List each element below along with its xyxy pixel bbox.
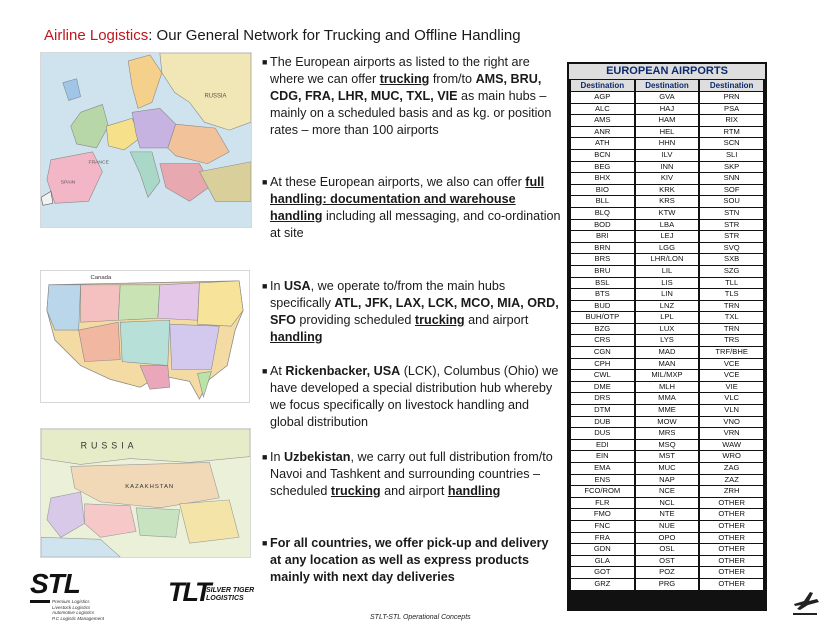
airports-table-title: EUROPEAN AIRPORTS: [569, 64, 765, 79]
stl-service: Premium Logistics: [52, 599, 90, 604]
airport-row: [571, 359, 763, 370]
airport-code: SVQ: [700, 243, 763, 254]
map-label-canada: Canada: [90, 274, 112, 281]
airport-code: LYS: [636, 335, 699, 346]
airport-code: OTHER: [700, 544, 763, 555]
map-label-spain: SPAIN: [60, 180, 76, 186]
airport-code: RIX: [700, 115, 763, 126]
bullet-usa: ■ In USA, we operate to/from the main hubs specifically ATL, JFK, LAX, LCK, MCO, MIA, ORD, SFO providing scheduled trucking and airport handling: [262, 279, 559, 344]
airport-row: [571, 335, 763, 346]
airport-row: [571, 567, 763, 578]
bullet-marker-icon: ■: [262, 281, 268, 291]
stl-logo: [28, 568, 138, 626]
airport-code: AGP: [571, 92, 634, 103]
airports-grid: [569, 79, 765, 591]
airport-code: VCE: [700, 370, 763, 381]
airport-row: [571, 417, 763, 428]
airport-code: BSL: [571, 278, 634, 289]
airport-code: BTS: [571, 289, 634, 300]
airport-code: KIV: [636, 173, 699, 184]
airport-row: [571, 509, 763, 520]
airport-code: LIN: [636, 289, 699, 300]
airport-code: SKP: [700, 162, 763, 173]
airport-code: BUD: [571, 301, 634, 312]
airport-code: HEL: [636, 127, 699, 138]
airport-code: HAM: [636, 115, 699, 126]
airport-row: [571, 579, 763, 590]
airport-code: LNZ: [636, 301, 699, 312]
airport-code: SXB: [700, 254, 763, 265]
airport-code: OSL: [636, 544, 699, 555]
airport-code: STN: [700, 208, 763, 219]
airport-row: [571, 312, 763, 323]
airport-code: VLN: [700, 405, 763, 416]
airport-code: TRN: [700, 301, 763, 312]
usa-map: [40, 270, 250, 403]
airport-row: [571, 150, 763, 161]
airport-code: WRO: [700, 451, 763, 462]
airport-code: KRK: [636, 185, 699, 196]
airport-code: DUB: [571, 417, 634, 428]
airport-row: [571, 428, 763, 439]
airport-code: BUH/OTP: [571, 312, 634, 323]
airport-code: KTW: [636, 208, 699, 219]
airport-row: [571, 289, 763, 300]
airport-code: HAJ: [636, 104, 699, 115]
airport-row: [571, 138, 763, 149]
airport-code: EMA: [571, 463, 634, 474]
map-label-russia: RUSSIA: [204, 93, 227, 100]
asia-map: [40, 428, 251, 558]
airport-row: [571, 278, 763, 289]
airport-code: MRS: [636, 428, 699, 439]
airport-code: BIO: [571, 185, 634, 196]
tlt-logo-subtitle: SILVER TIGER LOGISTICS: [206, 587, 255, 602]
airport-row: [571, 231, 763, 242]
stl-logo-text: STL: [30, 568, 80, 599]
airport-row: [571, 196, 763, 207]
airport-row: [571, 382, 763, 393]
airport-code: HHN: [636, 138, 699, 149]
airport-code: TXL: [700, 312, 763, 323]
title-accent: Airline Logistics: [44, 27, 149, 44]
tlt-logo-text: TLT: [168, 577, 210, 607]
col-header-destination: Destination: [700, 80, 763, 91]
airport-code: LPL: [636, 312, 699, 323]
airport-row: [571, 162, 763, 173]
bullet-marker-icon: ■: [262, 177, 268, 187]
airport-row: [571, 185, 763, 196]
airport-row: [571, 544, 763, 555]
airport-code: POZ: [636, 567, 699, 578]
airport-code: LEJ: [636, 231, 699, 242]
airport-code: GLA: [571, 556, 634, 567]
airport-row: [571, 173, 763, 184]
silver-tiger-logo: [168, 577, 268, 609]
airport-code: AMS: [571, 115, 634, 126]
airport-code: LIS: [636, 278, 699, 289]
airport-row: [571, 301, 763, 312]
airport-code: TRN: [700, 324, 763, 335]
airport-code: FMO: [571, 509, 634, 520]
airport-row: [571, 92, 763, 103]
airport-code: PSA: [700, 104, 763, 115]
airport-row: [571, 475, 763, 486]
airplane-icon: [790, 586, 822, 618]
stl-service: Livestock Logistics: [52, 604, 91, 610]
airport-code: MMA: [636, 393, 699, 404]
airport-row: [571, 370, 763, 381]
airport-code: LHR/LON: [636, 254, 699, 265]
airport-code: FCO/ROM: [571, 486, 634, 497]
airport-code: SNN: [700, 173, 763, 184]
airport-row: [571, 243, 763, 254]
airport-code: DRS: [571, 393, 634, 404]
airport-code: BZG: [571, 324, 634, 335]
airport-code: NTE: [636, 509, 699, 520]
title-rest: : Our General Network for Trucking and Offline Handling: [148, 27, 521, 44]
bullet-uzbekistan: ■ In Uzbekistan, we carry out full distribution from/to Navoi and Tashkent and surrounding countries – scheduled trucking and airport handling: [262, 450, 553, 498]
airport-code: BOD: [571, 220, 634, 231]
airport-code: EDI: [571, 440, 634, 451]
bullet-rickenbacker: ■ At Rickenbacker, USA (LCK), Columbus (Ohio) we have developed a special distribution hub whereby we focus specifically on livestock handling and global distribution: [262, 364, 559, 429]
stl-service: Automotive Logistics: [52, 610, 95, 616]
airport-code: BRU: [571, 266, 634, 277]
airport-code: MST: [636, 451, 699, 462]
airport-code: SOU: [700, 196, 763, 207]
airport-row: [571, 556, 763, 567]
airport-code: SOF: [700, 185, 763, 196]
airport-code: TRS: [700, 335, 763, 346]
airport-code: OTHER: [700, 579, 763, 590]
airport-code: MAN: [636, 359, 699, 370]
airport-code: PRN: [700, 92, 763, 103]
airport-code: FLR: [571, 498, 634, 509]
airport-code: RTM: [700, 127, 763, 138]
map-label-france: FRANCE: [88, 160, 109, 166]
page-title: [44, 27, 521, 44]
airport-code: PRG: [636, 579, 699, 590]
airport-code: VRN: [700, 428, 763, 439]
airport-code: GRZ: [571, 579, 634, 590]
airport-code: MIL/MXP: [636, 370, 699, 381]
airport-code: ALC: [571, 104, 634, 115]
airport-row: [571, 451, 763, 462]
airport-code: FRA: [571, 533, 634, 544]
bullet-marker-icon: ■: [262, 366, 268, 376]
bullet-marker-icon: ■: [262, 538, 268, 548]
airport-code: OTHER: [700, 521, 763, 532]
airport-row: [571, 115, 763, 126]
airport-code: OTHER: [700, 567, 763, 578]
airport-code: CPH: [571, 359, 634, 370]
airport-row: [571, 486, 763, 497]
airport-code: TLL: [700, 278, 763, 289]
airport-code: OPO: [636, 533, 699, 544]
airport-code: ZAG: [700, 463, 763, 474]
airport-code: ATH: [571, 138, 634, 149]
airport-code: BRN: [571, 243, 634, 254]
airport-code: OTHER: [700, 509, 763, 520]
airport-code: ZAZ: [700, 475, 763, 486]
airport-code: MUC: [636, 463, 699, 474]
airport-code: BCN: [571, 150, 634, 161]
airport-code: MME: [636, 405, 699, 416]
airport-code: BLQ: [571, 208, 634, 219]
airport-code: STR: [700, 220, 763, 231]
map-label-russia-asia: RUSSIA: [80, 440, 138, 451]
airport-code: GVA: [636, 92, 699, 103]
airport-code: LIL: [636, 266, 699, 277]
airport-code: MAD: [636, 347, 699, 358]
airport-code: OST: [636, 556, 699, 567]
airport-code: OTHER: [700, 533, 763, 544]
airport-code: ANR: [571, 127, 634, 138]
stl-services-list: [52, 599, 104, 621]
airport-row: [571, 498, 763, 509]
airport-code: KRS: [636, 196, 699, 207]
european-airports-table: [567, 62, 767, 611]
airport-code: ILV: [636, 150, 699, 161]
airport-code: OTHER: [700, 556, 763, 567]
europe-map: [40, 52, 252, 228]
airport-code: MSQ: [636, 440, 699, 451]
bullet-all-countries: ■ For all countries, we offer pick-up and delivery at any location as well as express products mainly with next day deliveries: [262, 536, 549, 584]
map-label-kazakhstan: KAZAKHSTAN: [125, 484, 175, 491]
airport-code: TLS: [700, 289, 763, 300]
stl-logo-bar: [30, 600, 50, 603]
airport-code: NUE: [636, 521, 699, 532]
airport-code: WAW: [700, 440, 763, 451]
airport-code: ZRH: [700, 486, 763, 497]
airport-code: SLI: [700, 150, 763, 161]
airport-row: [571, 324, 763, 335]
airport-code: NCE: [636, 486, 699, 497]
airport-code: NCL: [636, 498, 699, 509]
airport-code: LBA: [636, 220, 699, 231]
airport-code: LUX: [636, 324, 699, 335]
airport-code: BHX: [571, 173, 634, 184]
airport-code: MLH: [636, 382, 699, 393]
col-header-destination: Destination: [571, 80, 634, 91]
airport-row: [571, 266, 763, 277]
bullet-full-handling: ■ At these European airports, we also can offer full handling: documentation and warehouse handling including all messaging, and co-ordination at site: [262, 175, 561, 240]
bullet-european-airports: ■ The European airports as listed to the right are where we can offer trucking from/to AMS, BRU, CDG, FRA, LHR, MUC, TXL, VIE as main hubs – mainly on a scheduled basis and as kg. or position rates – more than 100 airports: [262, 55, 552, 137]
airport-row: [571, 405, 763, 416]
airport-code: BLL: [571, 196, 634, 207]
airport-code: INN: [636, 162, 699, 173]
airport-row: [571, 127, 763, 138]
airport-code: MOW: [636, 417, 699, 428]
airport-code: BRS: [571, 254, 634, 265]
airport-code: SCN: [700, 138, 763, 149]
airport-row: [571, 521, 763, 532]
stl-service: P.C Logistic Management: [52, 615, 105, 621]
airport-code: EIN: [571, 451, 634, 462]
airport-code: BRI: [571, 231, 634, 242]
airport-code: DME: [571, 382, 634, 393]
airport-row: [571, 533, 763, 544]
airport-code: VLC: [700, 393, 763, 404]
airport-code: ENS: [571, 475, 634, 486]
airport-code: TRF/BHE: [700, 347, 763, 358]
airport-code: VCE: [700, 359, 763, 370]
airport-row: [571, 463, 763, 474]
airport-code: VIE: [700, 382, 763, 393]
airport-code: STR: [700, 231, 763, 242]
airport-code: DTM: [571, 405, 634, 416]
airport-row: [571, 393, 763, 404]
airport-code: SZG: [700, 266, 763, 277]
bullet-marker-icon: ■: [262, 452, 268, 462]
airport-row: [571, 208, 763, 219]
airport-code: OTHER: [700, 498, 763, 509]
airports-table-body: [571, 92, 763, 590]
airport-code: CGN: [571, 347, 634, 358]
bullet-marker-icon: ■: [262, 57, 268, 67]
airport-code: FNC: [571, 521, 634, 532]
airport-code: DUS: [571, 428, 634, 439]
airport-row: [571, 104, 763, 115]
airport-code: CRS: [571, 335, 634, 346]
airport-code: LGG: [636, 243, 699, 254]
footer-caption: STLT-STL Operational Concepts: [370, 614, 471, 621]
airport-code: GDN: [571, 544, 634, 555]
airport-row: [571, 254, 763, 265]
airport-code: VNO: [700, 417, 763, 428]
airport-row: [571, 220, 763, 231]
airport-code: CWL: [571, 370, 634, 381]
airport-code: GOT: [571, 567, 634, 578]
col-header-destination: Destination: [636, 80, 699, 91]
airport-code: BEG: [571, 162, 634, 173]
airport-row: [571, 347, 763, 358]
airport-row: [571, 440, 763, 451]
airport-code: NAP: [636, 475, 699, 486]
